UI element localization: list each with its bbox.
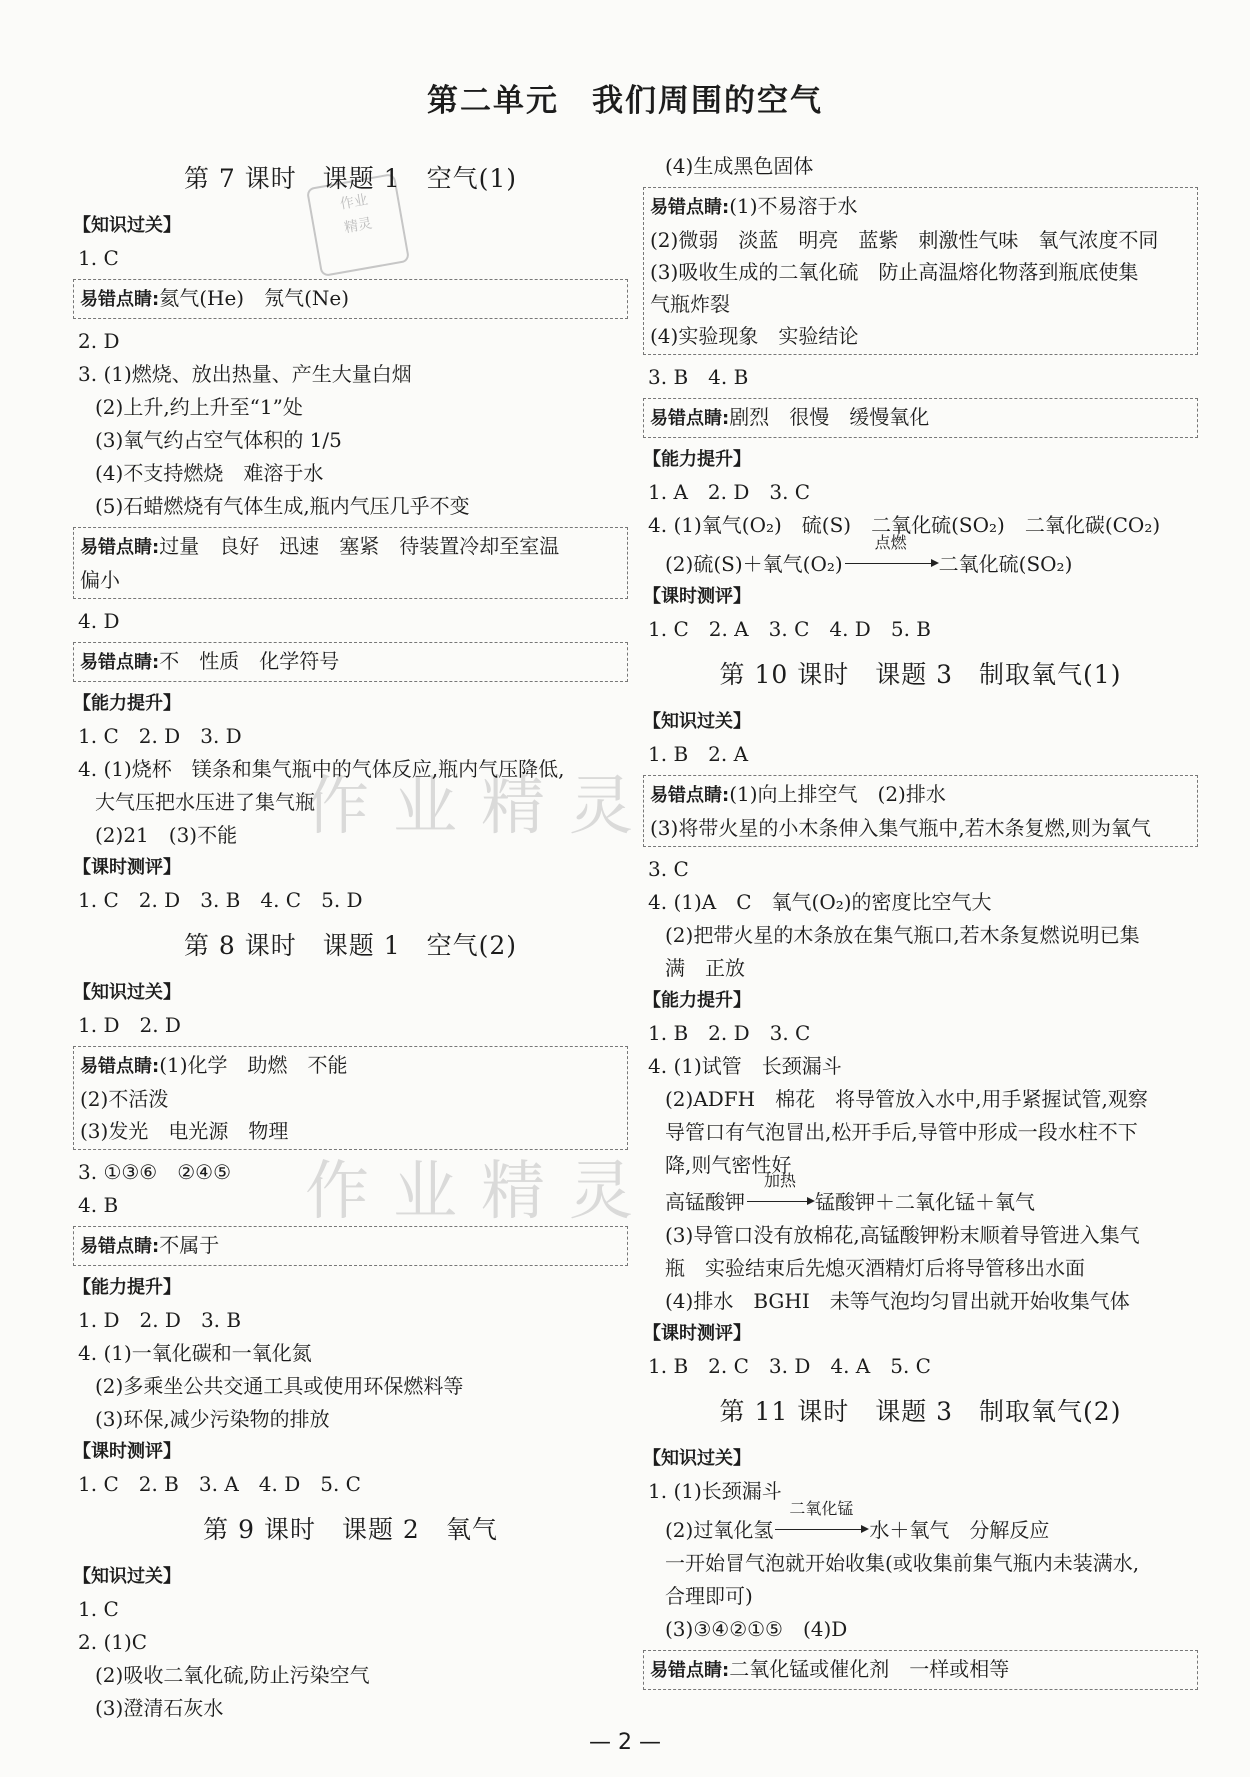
tip-box: 易错点睛:过量 良好 迅速 塞紧 待装置冷却至室温 偏小 bbox=[73, 527, 628, 599]
section-heading: 【知识过关】 bbox=[73, 215, 181, 236]
answer-line: (3)③④②①⑤ (4)D bbox=[665, 1617, 848, 1641]
section-heading: 【能力提升】 bbox=[643, 449, 751, 470]
section-heading: 【课时测评】 bbox=[73, 1441, 181, 1462]
answer-line: 合理即可) bbox=[665, 1584, 753, 1608]
lesson-title: 第 10 课时 课题 3 制取氧气(1) bbox=[719, 660, 1122, 689]
lesson-title: 第 8 课时 课题 1 空气(2) bbox=[183, 931, 518, 960]
answer-line: 1. C 2. D 3. D bbox=[78, 724, 242, 748]
answer-line: 4. (1)烧杯 镁条和集气瓶中的气体反应,瓶内气压降低, bbox=[78, 757, 565, 781]
answer-line: 导管口有气泡冒出,松开手后,导管中形成一段水柱不下 bbox=[665, 1120, 1138, 1144]
answer-line: 2. (1)C bbox=[78, 1630, 148, 1654]
answer-line: (3)澄清石灰水 bbox=[95, 1696, 224, 1720]
answer-line: 4. (1)一氧化碳和一氧化氮 bbox=[78, 1341, 312, 1365]
right-column bbox=[643, 150, 1198, 1696]
answer-line: 4. (1)试管 长颈漏斗 bbox=[648, 1054, 842, 1078]
lesson-title: 第 7 课时 课题 1 空气(1) bbox=[183, 164, 518, 193]
answer-line: (3)氧气约占空气体积的 1/5 bbox=[95, 428, 342, 452]
answer-line: 1. (1)长颈漏斗 bbox=[648, 1479, 782, 1503]
answer-line: 1. D 2. D bbox=[78, 1013, 181, 1037]
section-heading: 【能力提升】 bbox=[73, 1277, 181, 1298]
answer-line: 2. D bbox=[78, 329, 120, 353]
answer-line: (2)把带火星的木条放在集气瓶口,若木条复燃说明已集 bbox=[665, 923, 1140, 947]
tip-box: 易错点睛:二氧化锰或催化剂 一样或相等 bbox=[643, 1650, 1198, 1690]
answer-line: 1. B 2. A bbox=[648, 742, 749, 766]
answer-line: 大气压把水压进了集气瓶 bbox=[95, 790, 315, 814]
answer-line: 1. C bbox=[78, 1597, 119, 1621]
tip-box: 易错点睛:(1)向上排空气 (2)排水 (3)将带火星的小木条伸入集气瓶中,若木条复燃,则为氧气 bbox=[643, 775, 1198, 847]
watermark-stamp: 作业 精灵 bbox=[306, 173, 410, 277]
answer-line: 3. ①③⑥ ②④⑤ bbox=[78, 1160, 232, 1184]
left-column bbox=[73, 150, 628, 1725]
answer-line: 3. C bbox=[648, 857, 689, 881]
answer-line: 4. B bbox=[78, 1193, 119, 1217]
answer-line: 3. (1)燃烧、放出热量、产生大量白烟 bbox=[78, 362, 412, 386]
answer-line: 1. A 2. D 3. C bbox=[648, 480, 811, 504]
tip-box: 易错点睛:剧烈 很慢 缓慢氧化 bbox=[643, 398, 1198, 438]
lesson-title: 第 11 课时 课题 3 制取氧气(2) bbox=[719, 1397, 1122, 1426]
section-heading: 【课时测评】 bbox=[73, 857, 181, 878]
answer-line: 1. C 2. D 3. B 4. C 5. D bbox=[78, 888, 363, 912]
section-heading: 【课时测评】 bbox=[643, 1323, 751, 1344]
section-heading: 【知识过关】 bbox=[73, 1566, 181, 1587]
answer-line: (3)导管口没有放棉花,高锰酸钾粉末顺着导管进入集气 bbox=[665, 1223, 1140, 1247]
answer-line: (2)多乘坐公共交通工具或使用环保燃料等 bbox=[95, 1374, 464, 1398]
reaction-arrow: 点燃 bbox=[843, 551, 939, 571]
tip-box: 易错点睛:(1)不易溶于水 (2)微弱 淡蓝 明亮 蓝紫 刺激性气味 氧气浓度不同 (3)吸收生成的二氧化硫 防止高温熔化物落到瓶底使集 气瓶炸裂 (4)实验现象 实验结论 bbox=[643, 187, 1198, 355]
answer-line: 1. C bbox=[78, 246, 119, 270]
answer-line: 一开始冒气泡就开始收集(或收集前集气瓶内未装满水, bbox=[665, 1551, 1140, 1575]
answer-line: 4. (1)氧气(O₂) 硫(S) 二氧化硫(SO₂) 二氧化碳(CO₂) bbox=[648, 513, 1161, 537]
watermark-text: 作业精灵 bbox=[305, 1155, 657, 1229]
answer-line: 1. D 2. D 3. B bbox=[78, 1308, 242, 1332]
tip-box: 易错点睛:(1)化学 助燃 不能 (2)不活泼 (3)发光 电光源 物理 bbox=[73, 1046, 628, 1150]
answer-line: (4)不支持燃烧 难溶于水 bbox=[95, 461, 324, 485]
section-heading: 【能力提升】 bbox=[643, 990, 751, 1011]
answer-line: 4. D bbox=[78, 609, 120, 633]
tip-box: 易错点睛:不 性质 化学符号 bbox=[73, 642, 628, 682]
page-number: — 2 — bbox=[589, 1730, 661, 1755]
reaction-arrow: 加热 bbox=[745, 1189, 815, 1209]
answer-line: (2)上升,约上升至“1”处 bbox=[95, 395, 303, 419]
section-heading: 【能力提升】 bbox=[73, 693, 181, 714]
answer-line: 瓶 实验结束后先熄灭酒精灯后将导管移出水面 bbox=[665, 1256, 1085, 1280]
reaction-arrow: 二氧化锰 bbox=[773, 1517, 869, 1537]
equation-line: 高锰酸钾 加热 锰酸钾＋二氧化锰＋氧气 bbox=[665, 1171, 1035, 1214]
answer-line: (2)ADFH 棉花 将导管放入水中,用手紧握试管,观察 bbox=[665, 1087, 1148, 1111]
answer-line: (2)吸收二氧化硫,防止污染空气 bbox=[95, 1663, 370, 1687]
lesson-title: 第 9 课时 课题 2 氧气 bbox=[203, 1515, 498, 1544]
section-heading: 【课时测评】 bbox=[643, 586, 751, 607]
answer-line: (5)石蜡燃烧有气体生成,瓶内气压几乎不变 bbox=[95, 494, 470, 518]
answer-line: 降,则气密性好 bbox=[665, 1153, 792, 1177]
section-heading: 【知识过关】 bbox=[73, 982, 181, 1003]
answer-line: (4)排水 BGHI 未等气泡均匀冒出就开始收集气体 bbox=[665, 1289, 1130, 1313]
equation-line: (2)过氧化氢 二氧化锰 水＋氧气 分解反应 bbox=[665, 1499, 1050, 1542]
answer-line: 1. B 2. D 3. C bbox=[648, 1021, 811, 1045]
answer-line: (3)环保,减少污染物的排放 bbox=[95, 1407, 330, 1431]
section-heading: 【知识过关】 bbox=[643, 1448, 751, 1469]
answer-line: 1. C 2. B 3. A 4. D 5. C bbox=[78, 1472, 361, 1496]
tip-box: 易错点睛:不属于 bbox=[73, 1226, 628, 1266]
answer-line: (4)生成黑色固体 bbox=[665, 154, 814, 178]
watermark-text: 作业精灵 bbox=[305, 770, 657, 844]
tip-box: 易错点睛:氦气(He) 氖气(Ne) bbox=[73, 279, 628, 319]
section-heading: 【知识过关】 bbox=[643, 711, 751, 732]
answer-line: (2)21 (3)不能 bbox=[95, 823, 238, 847]
answer-line: 1. C 2. A 3. C 4. D 5. B bbox=[648, 617, 931, 641]
page-title: 第二单元 我们周围的空气 bbox=[427, 83, 823, 119]
answer-line: 满 正放 bbox=[665, 956, 745, 980]
answer-line: 1. B 2. C 3. D 4. A 5. C bbox=[648, 1354, 931, 1378]
answer-line: 3. B 4. B bbox=[648, 365, 749, 389]
equation-line: (2)硫(S)＋氧气(O₂) 点燃 二氧化硫(SO₂) bbox=[665, 533, 1073, 576]
answer-line: 4. (1)A C 氧气(O₂)的密度比空气大 bbox=[648, 890, 992, 914]
